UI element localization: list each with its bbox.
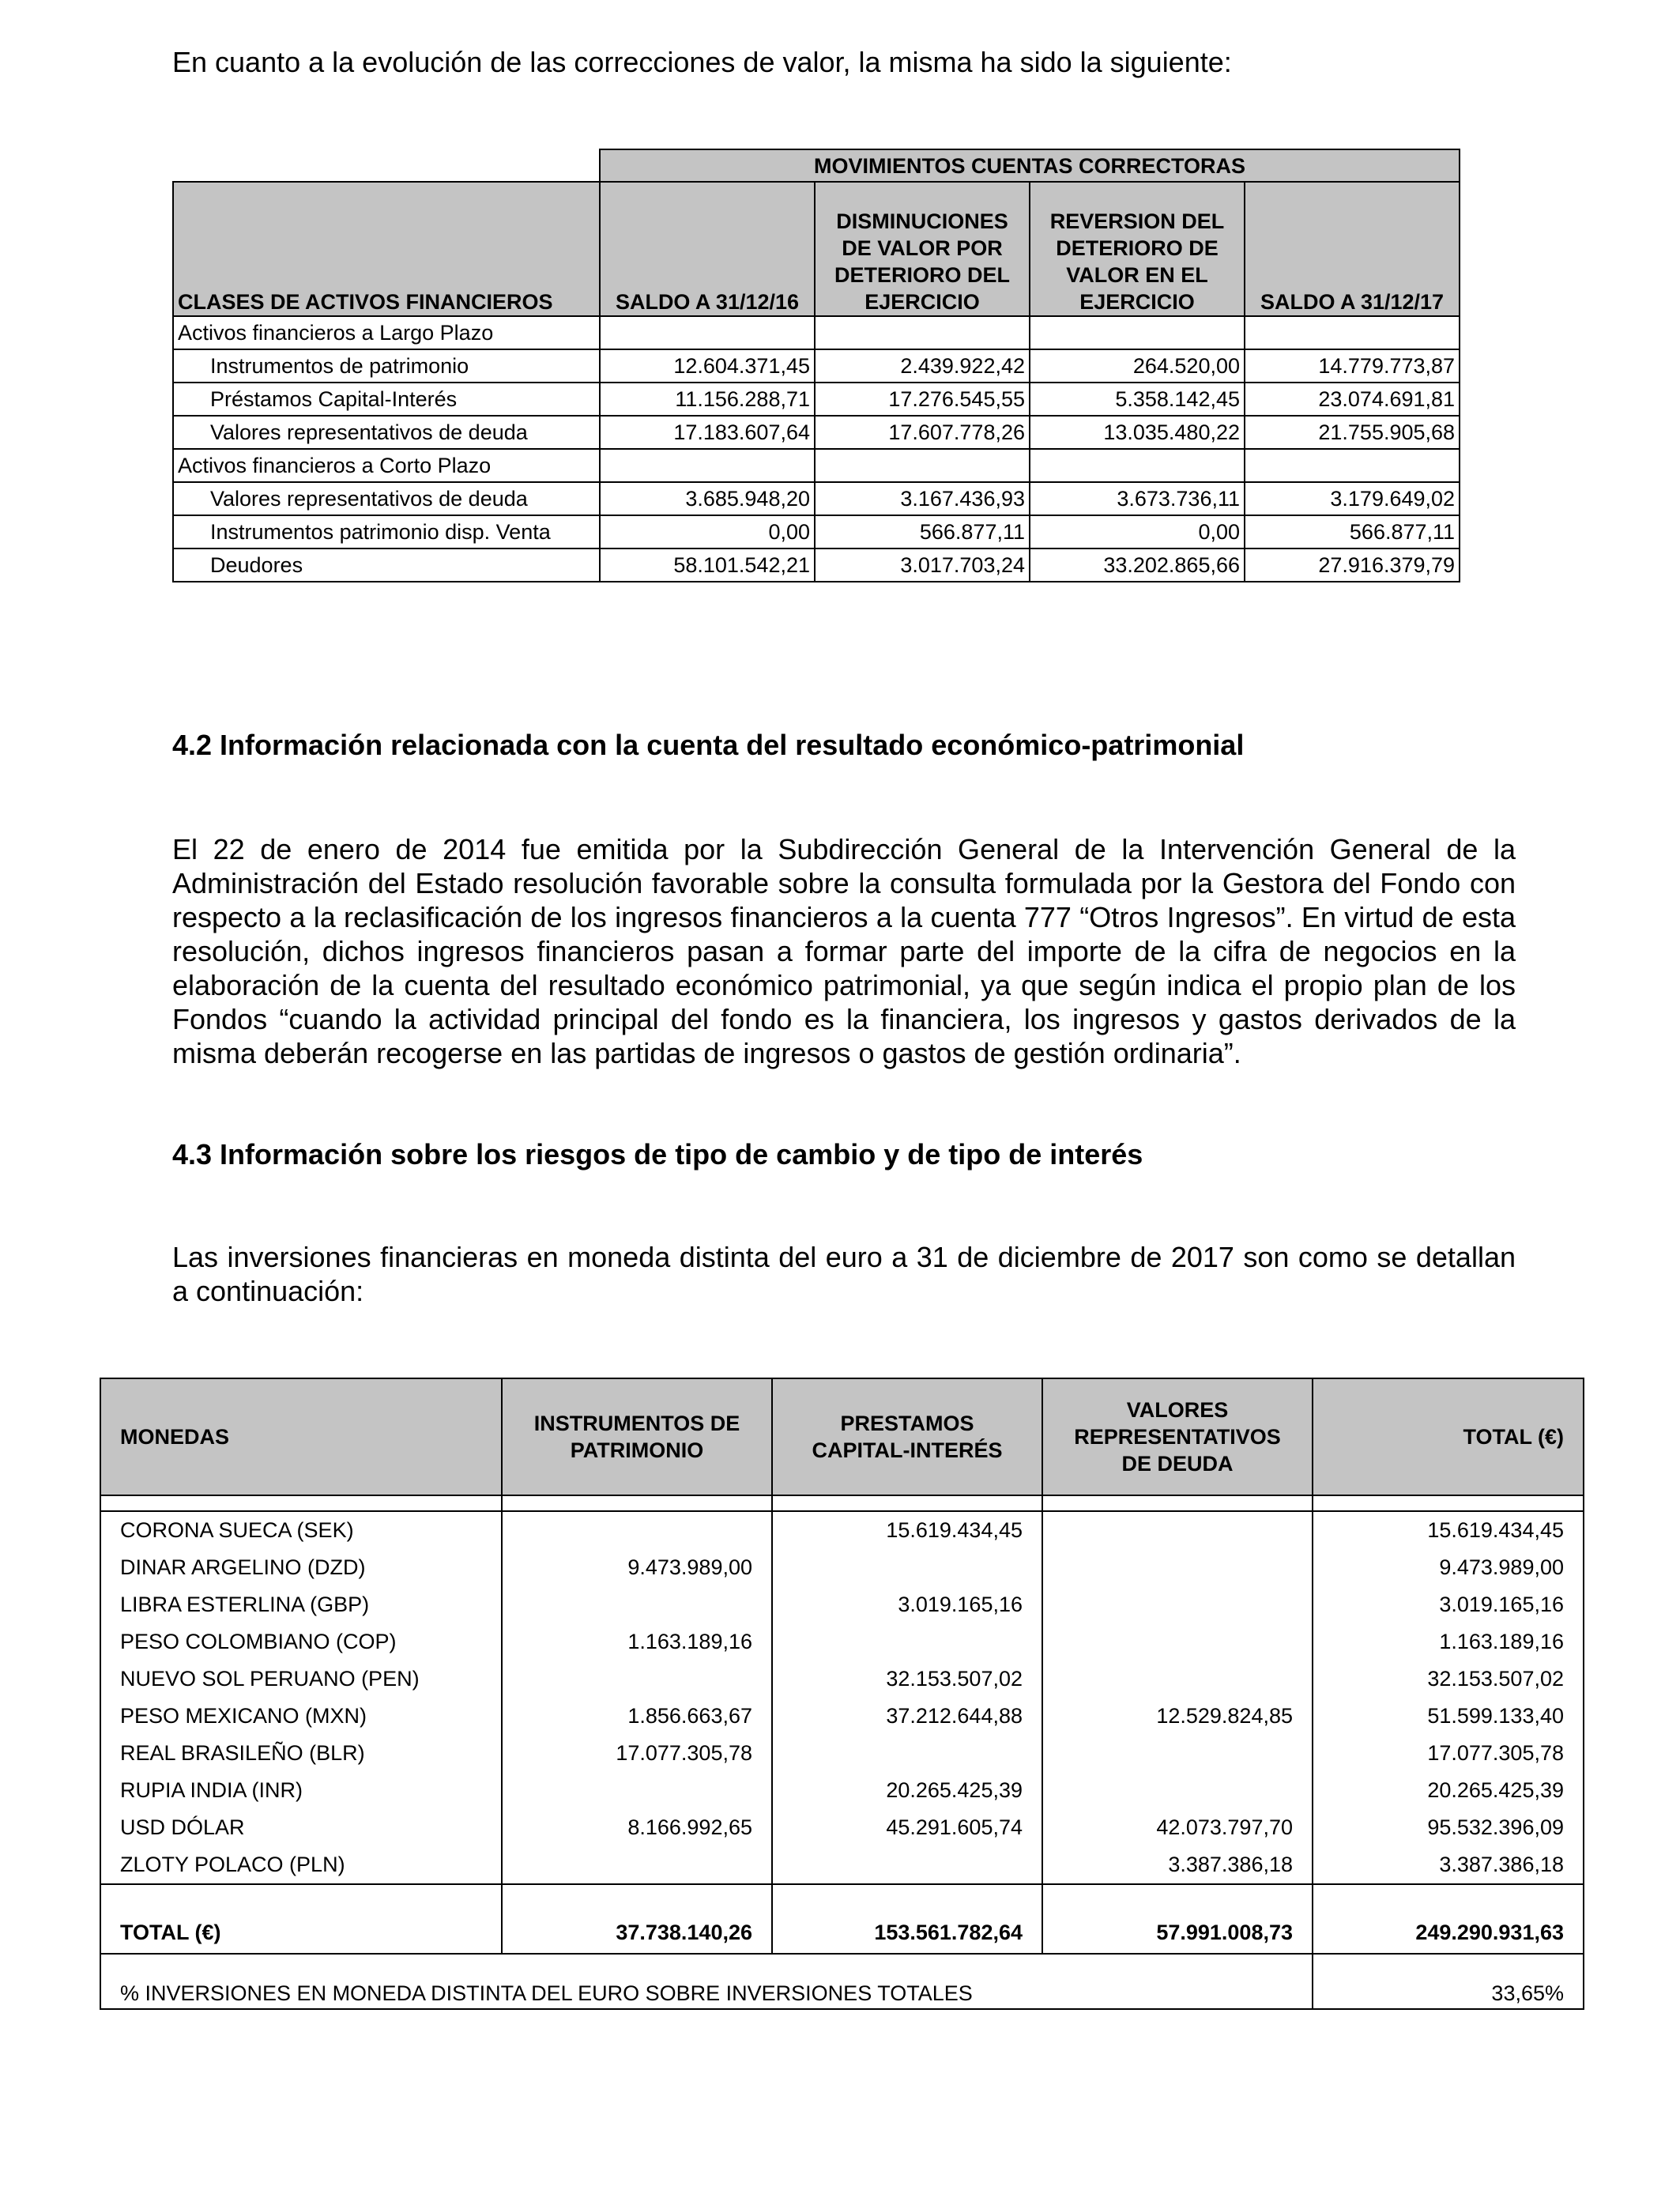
table1-cell xyxy=(815,316,1030,349)
table2-percentage-row xyxy=(100,1954,1584,2009)
table1-cell: 12.604.371,45 xyxy=(600,349,815,383)
table2-percentage-value: 33,65% xyxy=(1313,1954,1584,2009)
table1-cell: 566.877,11 xyxy=(1245,515,1460,548)
table2-cell: 12.529.824,85 xyxy=(1042,1698,1313,1735)
table2-cell: 17.077.305,78 xyxy=(502,1735,772,1772)
table1-row-label: Valores representativos de deuda xyxy=(173,482,600,515)
table1-cell: 0,00 xyxy=(1030,515,1245,548)
table2-cell xyxy=(502,1586,772,1623)
section-4-2-title: 4.2 Información relacionada con la cuenta del resultado económico-patrimonial xyxy=(172,729,1245,761)
table1-section-label: Activos financieros a Largo Plazo xyxy=(173,316,600,349)
table2-cell xyxy=(1042,1661,1313,1698)
table-row xyxy=(100,1511,1584,1549)
table1-cell xyxy=(815,449,1030,482)
table2-header-prestamos: PRESTAMOS CAPITAL-INTERÉS xyxy=(772,1378,1042,1495)
table2-cell: 3.387.386,18 xyxy=(1313,1846,1584,1884)
table2-currency: PESO COLOMBIANO (COP) xyxy=(100,1623,502,1661)
table2-currency: USD DÓLAR xyxy=(100,1809,502,1846)
table1-cell xyxy=(600,316,815,349)
section-4-3-title: 4.3 Información sobre los riesgos de tipo de cambio y de tipo de interés xyxy=(172,1138,1143,1171)
table2-spacer-cell xyxy=(1042,1495,1313,1511)
table1-cell: 0,00 xyxy=(600,515,815,548)
table1-section-label: Activos financieros a Corto Plazo xyxy=(173,449,600,482)
table-row xyxy=(100,1586,1584,1623)
table-row xyxy=(100,1698,1584,1735)
table2-cell: 8.166.992,65 xyxy=(502,1809,772,1846)
table2-currency: ZLOTY POLACO (PLN) xyxy=(100,1846,502,1884)
table-row xyxy=(100,1623,1584,1661)
table2-spacer-cell xyxy=(772,1495,1042,1511)
section-4-3-paragraph: Las inversiones financieras en moneda distinta del euro a 31 de diciembre de 2017 son como se detallan a continuación: xyxy=(172,1241,1516,1307)
table1-cell xyxy=(1030,316,1245,349)
table1-header-saldo16: SALDO A 31/12/16 xyxy=(600,182,815,316)
table2-cell xyxy=(772,1549,1042,1586)
table2-cell xyxy=(502,1772,772,1809)
table1-cell: 17.183.607,64 xyxy=(600,416,815,449)
table2-cell: 3.387.386,18 xyxy=(1042,1846,1313,1884)
table1-row-label: Instrumentos de patrimonio xyxy=(173,349,600,383)
table1-header-disminuciones: DISMINUCIONES DE VALOR POR DETERIORO DEL EJERCICIO xyxy=(815,182,1030,316)
table1-cell: 17.276.545,55 xyxy=(815,383,1030,416)
table2-spacer-cell xyxy=(502,1495,772,1511)
table2-cell: 15.619.434,45 xyxy=(772,1511,1042,1549)
table2-percentage-label: % INVERSIONES EN MONEDA DISTINTA DEL EURO SOBRE INVERSIONES TOTALES xyxy=(100,1954,1313,2009)
table2-total-label: TOTAL (€) xyxy=(100,1884,502,1954)
table2-cell: 17.077.305,78 xyxy=(1313,1735,1584,1772)
table1-row-label: Préstamos Capital-Interés xyxy=(173,383,600,416)
table-row xyxy=(173,515,1460,548)
table2-cell: 20.265.425,39 xyxy=(772,1772,1042,1809)
section-4-2-body xyxy=(172,832,1516,1070)
table2-cell: 45.291.605,74 xyxy=(772,1809,1042,1846)
table2-currency: NUEVO SOL PERUANO (PEN) xyxy=(100,1661,502,1698)
table1-cell: 23.074.691,81 xyxy=(1245,383,1460,416)
table2-currency: PESO MEXICANO (MXN) xyxy=(100,1698,502,1735)
table2-cell xyxy=(1042,1549,1313,1586)
table2-header-total: TOTAL (€) xyxy=(1313,1378,1584,1495)
table-row xyxy=(100,1661,1584,1698)
table1-cell: 566.877,11 xyxy=(815,515,1030,548)
table2-cell xyxy=(772,1735,1042,1772)
table1-cell xyxy=(600,449,815,482)
table2-cell xyxy=(1042,1772,1313,1809)
table-row xyxy=(173,449,1460,482)
table2-cell xyxy=(502,1661,772,1698)
table2-cell xyxy=(1042,1735,1313,1772)
table1-cell: 3.179.649,02 xyxy=(1245,482,1460,515)
table2-cell: 37.212.644,88 xyxy=(772,1698,1042,1735)
table2-cell: 42.073.797,70 xyxy=(1042,1809,1313,1846)
table1-cell: 11.156.288,71 xyxy=(600,383,815,416)
table-row xyxy=(173,383,1460,416)
table2-total-cell: 57.991.008,73 xyxy=(1042,1884,1313,1954)
section-4-2-paragraph: El 22 de enero de 2014 fue emitida por la Subdirección General de la Intervención General de la Administración del Estado resolución favorable sobre la consulta formulada por la Gestora del Fondo con respecto a la reclasificación de los ingresos financieros a la cuenta 777 “Otros Ingresos”. En virtud de esta resolución, dichos ingresos financieros pasan a formar parte del importe de la cifra de negocios en la elaboración de la cuenta del resultado económico patrimonial, ya que según indica el propio plan de los Fondos “cuando la actividad principal del fondo es la financiera, los ingresos y gastos derivados de la misma deberán recogerse en las partidas de ingresos o gastos de gestión ordinaria”. xyxy=(172,833,1516,1069)
table2-currency: CORONA SUECA (SEK) xyxy=(100,1511,502,1549)
table2-cell: 20.265.425,39 xyxy=(1313,1772,1584,1809)
table-row xyxy=(173,482,1460,515)
table2-cell xyxy=(502,1846,772,1884)
table1-header-reversion: REVERSION DEL DETERIORO DE VALOR EN EL EJERCICIO xyxy=(1030,182,1245,316)
table2-cell: 1.163.189,16 xyxy=(502,1623,772,1661)
table2-total-cell: 249.290.931,63 xyxy=(1313,1884,1584,1954)
table-row xyxy=(173,416,1460,449)
section-4-3-body xyxy=(172,1240,1516,1308)
table-row xyxy=(100,1735,1584,1772)
table2-cell: 51.599.133,40 xyxy=(1313,1698,1584,1735)
table1-cell: 58.101.542,21 xyxy=(600,548,815,582)
table1-row-label: Valores representativos de deuda xyxy=(173,416,600,449)
table1-cell xyxy=(1245,449,1460,482)
table1-cell: 14.779.773,87 xyxy=(1245,349,1460,383)
table2-currency: RUPIA INDIA (INR) xyxy=(100,1772,502,1809)
table1-cell: 3.673.736,11 xyxy=(1030,482,1245,515)
table2-currency: LIBRA ESTERLINA (GBP) xyxy=(100,1586,502,1623)
table2-cell xyxy=(1042,1586,1313,1623)
table1-cell: 2.439.922,42 xyxy=(815,349,1030,383)
table2-cell xyxy=(772,1623,1042,1661)
table2-currency: DINAR ARGELINO (DZD) xyxy=(100,1549,502,1586)
table2-cell: 32.153.507,02 xyxy=(772,1661,1042,1698)
table2-header-monedas: MONEDAS xyxy=(100,1378,502,1495)
table-row xyxy=(100,1846,1584,1884)
table2-total-cell: 153.561.782,64 xyxy=(772,1884,1042,1954)
table1-cell: 27.916.379,79 xyxy=(1245,548,1460,582)
table2-spacer-cell xyxy=(100,1495,502,1511)
table2-total-cell: 37.738.140,26 xyxy=(502,1884,772,1954)
table2-cell xyxy=(1042,1623,1313,1661)
table2-cell: 95.532.396,09 xyxy=(1313,1809,1584,1846)
table1-cell xyxy=(1030,449,1245,482)
table1-cell: 3.685.948,20 xyxy=(600,482,815,515)
table2-cell: 1.163.189,16 xyxy=(1313,1623,1584,1661)
table1-cell: 21.755.905,68 xyxy=(1245,416,1460,449)
table1-group-header: MOVIMIENTOS CUENTAS CORRECTORAS xyxy=(600,149,1460,182)
table2-cell: 32.153.507,02 xyxy=(1313,1661,1584,1698)
table2-currency: REAL BRASILEÑO (BLR) xyxy=(100,1735,502,1772)
table2-cell: 15.619.434,45 xyxy=(1313,1511,1584,1549)
table2-total-row xyxy=(100,1884,1584,1954)
table2-cell xyxy=(502,1511,772,1549)
table1-header-class: CLASES DE ACTIVOS FINANCIEROS xyxy=(173,182,600,316)
table2-cell: 3.019.165,16 xyxy=(772,1586,1042,1623)
table2-header-valores: VALORES REPRESENTATIVOS DE DEUDA xyxy=(1042,1378,1313,1495)
table-row xyxy=(173,349,1460,383)
table1-cell: 5.358.142,45 xyxy=(1030,383,1245,416)
table-row xyxy=(100,1772,1584,1809)
table2-cell: 9.473.989,00 xyxy=(502,1549,772,1586)
table1-cell xyxy=(1245,316,1460,349)
valuation-corrections-table xyxy=(172,149,1460,582)
table2-cell: 3.019.165,16 xyxy=(1313,1586,1584,1623)
table2-cell: 1.856.663,67 xyxy=(502,1698,772,1735)
table2-cell xyxy=(772,1846,1042,1884)
table2-spacer-row xyxy=(100,1495,1584,1511)
table1-row-label: Deudores xyxy=(173,548,600,582)
table-row xyxy=(173,548,1460,582)
table-row xyxy=(100,1549,1584,1586)
table1-cell: 33.202.865,66 xyxy=(1030,548,1245,582)
foreign-currency-table xyxy=(100,1378,1584,2010)
table-row xyxy=(173,316,1460,349)
table1-corner xyxy=(173,149,600,182)
table1-cell: 3.017.703,24 xyxy=(815,548,1030,582)
table2-cell: 9.473.989,00 xyxy=(1313,1549,1584,1586)
table-row xyxy=(100,1809,1584,1846)
table1-header-saldo17: SALDO A 31/12/17 xyxy=(1245,182,1460,316)
table1-row-label: Instrumentos patrimonio disp. Venta xyxy=(173,515,600,548)
table2-spacer-cell xyxy=(1313,1495,1584,1511)
table1-cell: 13.035.480,22 xyxy=(1030,416,1245,449)
table1-cell: 17.607.778,26 xyxy=(815,416,1030,449)
table1-cell: 264.520,00 xyxy=(1030,349,1245,383)
table2-header-instrumentos: INSTRUMENTOS DE PATRIMONIO xyxy=(502,1378,772,1495)
intro-text: En cuanto a la evolución de las correcciones de valor, la misma ha sido la siguiente: xyxy=(172,46,1232,78)
table1-cell: 3.167.436,93 xyxy=(815,482,1030,515)
table2-cell xyxy=(1042,1511,1313,1549)
